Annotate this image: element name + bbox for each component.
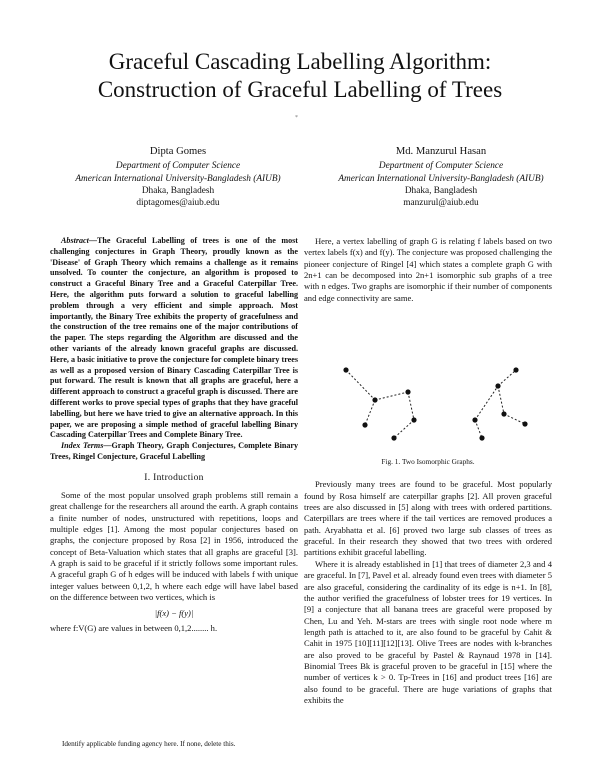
author-block-1 xyxy=(48,146,308,209)
paragraph: Previously many trees are found to be graceful. Most popularly found by Rosa himself are caterpillar graphs [2]. All proven graceful trees are also discussed in [5] along with trees with ordered partitions. Caterpillars are trees where if the tail vertices are removed produces a path. Aryabhatta et al. [6] proved two large sub classes of trees as graceful. In their research they showed that two trees with ordered partitions exhibit graceful labelling. xyxy=(304,479,552,558)
graph-vertex xyxy=(522,421,527,426)
left-column xyxy=(50,236,298,634)
author-org: American International University-Bangladesh (AIUB) xyxy=(75,173,281,184)
author-city: Dhaka, Bangladesh xyxy=(404,185,478,196)
graph-edge xyxy=(394,420,414,438)
title-line-2: Construction of Graceful Labelling of Trees xyxy=(97,77,503,102)
equation: |f(x) − f(y)| xyxy=(154,607,194,618)
graph-vertex xyxy=(501,411,506,416)
author-name: Md. Manzurul Hasan xyxy=(395,146,487,157)
funding-note: Identify applicable funding agency here. If none, delete this. xyxy=(62,740,236,748)
abstract-label: Abstract xyxy=(61,236,89,245)
author-block-2 xyxy=(311,146,571,209)
graph-edge xyxy=(475,420,482,438)
graph-vertex xyxy=(495,383,500,388)
index-terms-text: —Graph Theory, Graph Conjectures, Complete Binary Trees, Ringel Conjecture, Graceful Labelling xyxy=(50,441,299,461)
graph-vertex xyxy=(411,417,416,422)
abstract-text: —The Graceful Labelling of trees is one of the most challenging conjectures in Graph Theory, proudly known as the 'Disease' of Graph Theory which remains a challenge as it remains unsolved. To counter the conjecture, an algorithm is proposed to construct a Graceful Binary Tree and a Graceful Caterpillar Tree. Here, the algorithm puts forward a solution to graceful labelling problem through a very efficient and simple approach. Most importantly, the Binary Tree exhibits the property of gracefulness and the construction of the tree remains one of the major contributions of the paper. The steps regarding the Algorithm are discussed and the other variants of the already known graceful graphs are discussed. Here, a basic initiative to prove the conjecture for complete binary trees as well as a proposed version of Binary Cascading Caterpillar Tree is put forward. The result is known that all graphs are graceful, here a different approach to construct a graceful graph is discussed. There are different works to prove special types of graphs that they have graceful labelling, but here we have tried to give an alternative approach. In this paper, we are proposing a simple method of graceful labelling Binary Cascading Caterpillar Trees and Complete Binary Tree. xyxy=(50,236,298,440)
graph-edge xyxy=(504,414,525,424)
figure-caption: Fig. 1. Two Isomorphic Graphs. xyxy=(381,457,475,467)
paper-title xyxy=(40,48,560,104)
graph-edge xyxy=(365,400,375,425)
paragraph: Here, a vertex labelling of graph G is relating f labels based on two vertex labels f(x) and f(y). The conjecture was proposed challenging the pioneer conjecture of Ringel [4] which states a complete graph G with 2n+1 can be decomposed into 2n+1 isomorphic sub graphs of a tree with n edges. Two graphs are isomorphic if their number of components and edge connectivity are same. xyxy=(304,236,552,303)
paragraph: where f:V(G) are values in between 0,1,2........ h. xyxy=(50,622,218,633)
author-name: Dipta Gomes xyxy=(149,146,207,157)
paragraph: Where it is already established in [1] that trees of diameter 2,3 and 4 are graceful. In [7], Pavel et al. already found even trees with diameter 5 are also graceful, considering the cardinality of its edge is n+1. In [8], the author verified the gracefulness of lobster trees for 19 vertices. In [9] a conjecture that all banana trees are graceful were proposed by Chen, Lu and Yeh. M-stars are trees with single root node where m length path is attached to it, are also found to be graceful by Cahit & Cahit in 1975 [10][11][12][13]. Olive Trees are nodes with k-branches are also proved to be graceful by Pastel & Raynaud 1978 in [14]. Binomial Trees Bk is graceful proven to be graceful in [15] where the number of vertices k > 0. Tp-Trees in [16] and product trees [16] are also found to be graceful. There are huge variations of graphs that exhibits the xyxy=(304,558,552,705)
intro-paragraph: Some of the most popular unsolved graph problems still remain a great challenge for the researchers all around the earth. A graph contains a finite number of nodes, unstructured with repetitions, loops and multiple edges [1]. Among the most popular conjectures based on graphs, the conjecture proposed by Rosa [2] in 1956, introduced the concept of Beta-Valuation which states that all graphs are graceful [3]. A graph is said to be graceful if it strictly follows some important rules. A graceful graph G of h edges will be induced with labels f with unique integer values between 0,1,2, h where each edge will have label based on the difference between two vertices, which is xyxy=(50,490,298,603)
author-email: diptagomes@aiub.edu xyxy=(136,198,220,209)
graph-edge xyxy=(346,370,375,400)
abstract xyxy=(50,236,298,441)
author-city: Dhaka, Bangladesh xyxy=(141,185,215,196)
graph-vertex xyxy=(472,417,477,422)
graph-edge xyxy=(475,386,498,420)
graph-vertex xyxy=(391,435,396,440)
graph-vertex xyxy=(372,397,377,402)
author-dept: Department of Computer Science xyxy=(378,161,504,172)
graph-vertex xyxy=(343,367,348,372)
graph-vertex xyxy=(513,367,518,372)
graph-vertices xyxy=(343,367,527,440)
graph-edges xyxy=(346,370,525,438)
author-org: American International University-Bangladesh (AIUB) xyxy=(338,173,544,184)
graph-edge xyxy=(375,392,408,400)
right-column xyxy=(304,236,552,706)
isomorphic-graphs-figure xyxy=(320,362,550,442)
graph-vertex xyxy=(362,422,367,427)
index-terms xyxy=(50,441,298,463)
graph-edge xyxy=(498,386,504,414)
graph-edge xyxy=(408,392,414,420)
graph-edge xyxy=(498,370,516,386)
author-email: manzurul@aiub.edu xyxy=(403,198,479,209)
author-dept: Department of Computer Science xyxy=(115,161,241,172)
title-line-1: Graceful Cascading Labelling Algorithm: xyxy=(108,49,492,74)
graph-vertex xyxy=(479,435,484,440)
index-terms-label: Index Terms xyxy=(61,441,104,451)
title-mark: * xyxy=(295,115,298,121)
section-heading: I. Introduction xyxy=(144,472,204,483)
graph-vertex xyxy=(405,389,410,394)
